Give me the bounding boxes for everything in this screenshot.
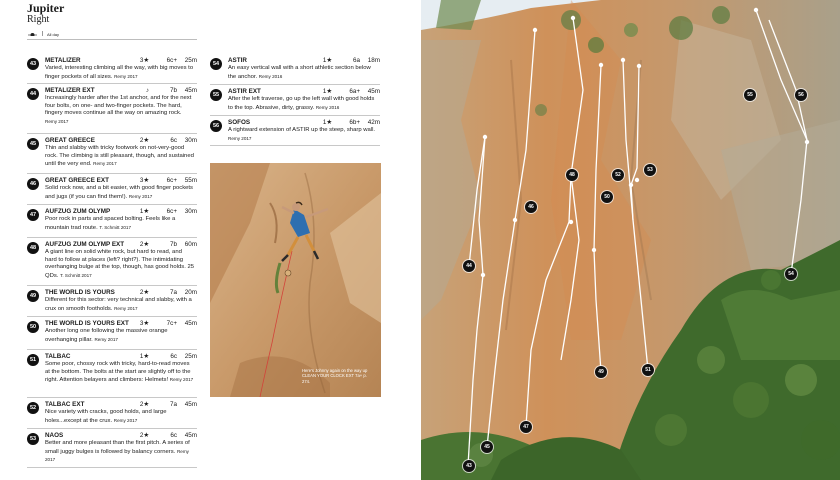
route-description-text: After the left traverse, go up the left wall with good holds to the top. Abrasive, dirty, grassy. bbox=[228, 96, 375, 111]
route-stars: 2★ bbox=[139, 401, 149, 408]
route-first-ascent: Remy 2017 bbox=[93, 161, 117, 167]
route-first-ascent: Remy 2017 bbox=[169, 377, 194, 383]
route-stars: 1★ bbox=[139, 208, 149, 215]
divider bbox=[27, 237, 197, 238]
sun-label: All day bbox=[47, 32, 60, 37]
cliff-topo-image bbox=[421, 0, 840, 480]
divider bbox=[27, 204, 197, 205]
route-description bbox=[45, 95, 195, 126]
divider bbox=[27, 83, 197, 84]
divider bbox=[27, 173, 197, 174]
route-description bbox=[45, 297, 195, 313]
route-description-text: Poor rock in parts and spaced bolting. Feels like a mountain trad route. bbox=[45, 216, 176, 231]
route-entry bbox=[27, 352, 197, 398]
route-length: 45m bbox=[184, 320, 197, 327]
route-first-ascent: T. Schmitt 2017 bbox=[60, 272, 92, 278]
divider bbox=[210, 115, 380, 116]
route-length: 25m bbox=[184, 57, 197, 64]
route-first-ascent: Remy 2017 bbox=[114, 73, 138, 79]
route-description bbox=[228, 96, 378, 112]
route-grade: 6a bbox=[352, 57, 360, 64]
route-entry bbox=[27, 319, 197, 350]
route-header bbox=[45, 400, 197, 409]
route-entry bbox=[210, 56, 380, 85]
divider bbox=[27, 467, 197, 468]
sun-icon bbox=[27, 31, 38, 37]
route-description bbox=[45, 185, 195, 201]
sector-title: Jupiter bbox=[27, 1, 65, 15]
route-description-text: Nice variety with cracks, good holds, and large holes...except at the crux. bbox=[45, 409, 167, 424]
sun-exposure bbox=[27, 31, 197, 37]
route-header bbox=[45, 176, 197, 185]
route-header bbox=[45, 240, 197, 249]
route-first-ascent: Remy 2017 bbox=[113, 417, 138, 423]
topo-marker-48: 48 bbox=[566, 169, 578, 181]
sector-subtitle: Right bbox=[27, 14, 50, 25]
route-grade: 6c+ bbox=[166, 177, 177, 184]
route-length: 45m bbox=[184, 401, 197, 408]
route-description bbox=[45, 65, 195, 81]
route-grade: 6c bbox=[170, 353, 177, 360]
route-description-text: Different for this sector: very technical and slabby, with a crux on smooth footholds. bbox=[45, 297, 192, 312]
route-name: AUFZUG ZUM OLYMP bbox=[45, 208, 111, 215]
route-grade: 7b bbox=[169, 87, 177, 94]
divider bbox=[210, 84, 380, 85]
topo-marker-43: 43 bbox=[463, 460, 475, 472]
route-stars: 2★ bbox=[139, 432, 149, 439]
photo-caption: Here's Johnny again on the way up CLEAN YOUR CLOCK EXT 7a+ p. 274. bbox=[302, 368, 368, 384]
route-name: SOFOS bbox=[228, 119, 251, 126]
route-entry bbox=[27, 136, 197, 174]
route-first-ascent: Remy 2017 bbox=[228, 135, 252, 141]
route-grade: 6c+ bbox=[166, 57, 177, 64]
route-number-badge: 56 bbox=[210, 120, 222, 132]
route-name: GREAT GREECE EXT bbox=[45, 177, 109, 184]
route-description-text: Thin and slabby with tricky footwork on not-very-good rock. The climbing is still pleasant, though, and sustained until the very end. bbox=[45, 145, 194, 168]
route-stars: 2★ bbox=[139, 241, 149, 248]
topo-marker-47: 47 bbox=[520, 421, 532, 433]
route-first-ascent: Remy 2017 bbox=[45, 448, 189, 463]
route-length: 55m bbox=[184, 177, 197, 184]
route-number-badge: 44 bbox=[27, 88, 39, 100]
divider bbox=[210, 145, 380, 146]
route-number-badge: 48 bbox=[27, 242, 39, 254]
route-grade: 7c+ bbox=[166, 320, 177, 327]
topo-marker-51: 51 bbox=[642, 364, 654, 376]
route-header bbox=[45, 86, 197, 95]
route-first-ascent: Remy 2017 bbox=[94, 336, 118, 342]
route-header bbox=[45, 431, 197, 440]
route-description bbox=[45, 145, 195, 169]
topo-marker-52: 52 bbox=[612, 169, 624, 181]
route-length: 42m bbox=[367, 119, 380, 126]
route-grade: 6c bbox=[170, 432, 177, 439]
route-grade: 7b bbox=[169, 241, 177, 248]
route-description bbox=[45, 216, 195, 232]
route-number-badge: 54 bbox=[210, 58, 222, 70]
divider bbox=[27, 397, 197, 398]
route-grade: 6c+ bbox=[166, 208, 177, 215]
route-name: GREAT GREECE bbox=[45, 137, 95, 144]
route-number-badge: 50 bbox=[27, 321, 39, 333]
climber-photo bbox=[210, 163, 381, 397]
route-description-text: Solid rock now, and a bit easier, with good finger pockets and jugs (if you can find them!). bbox=[45, 185, 194, 200]
route-description-text: Varied, interesting climbing all the way, with big moves to finger pockets of all sizes. bbox=[45, 65, 194, 80]
route-name: TALBAC EXT bbox=[45, 401, 85, 408]
route-header bbox=[45, 319, 197, 328]
topo-marker-56: 56 bbox=[795, 89, 807, 101]
route-number-badge: 53 bbox=[27, 433, 39, 445]
route-header bbox=[228, 118, 380, 127]
divider bbox=[27, 133, 197, 134]
route-header bbox=[45, 288, 197, 297]
route-description-text: Another long one following the massive orange overhanging pillar. bbox=[45, 328, 168, 343]
route-description bbox=[45, 249, 195, 280]
route-header bbox=[45, 136, 197, 145]
route-length: 30m bbox=[184, 208, 197, 215]
route-length: 45m bbox=[184, 87, 197, 94]
route-number-badge: 47 bbox=[27, 209, 39, 221]
route-grade: 6b+ bbox=[349, 119, 360, 126]
route-name: METALIZER EXT bbox=[45, 87, 95, 94]
divider bbox=[27, 428, 197, 429]
topo-marker-54: 54 bbox=[785, 268, 797, 280]
route-name: THE WORLD IS YOURS bbox=[45, 289, 115, 296]
route-header bbox=[228, 87, 380, 96]
route-length: 60m bbox=[184, 241, 197, 248]
route-name: NAOS bbox=[45, 432, 64, 439]
route-description-text: Better and more pleasant than the first pitch. A series of small juggy bulges is followed by balancy corners. bbox=[45, 440, 190, 455]
divider bbox=[27, 316, 197, 317]
route-description-text: Increasingly harder after the 1st anchor, and for the next four bolts, on one- and two-finger pockets. The hard, fingery moves continue all the way on amazing rock. bbox=[45, 95, 192, 117]
route-number-badge: 46 bbox=[27, 178, 39, 190]
route-name: ASTIR EXT bbox=[228, 88, 261, 95]
route-first-ascent: Remy 2017 bbox=[45, 118, 69, 124]
route-first-ascent: Remy 2016 bbox=[315, 104, 340, 110]
topo-marker-46: 46 bbox=[525, 201, 537, 213]
guidebook-left-page bbox=[0, 0, 410, 480]
divider bbox=[27, 39, 197, 40]
route-entry bbox=[27, 400, 197, 429]
route-name: METALIZER bbox=[45, 57, 81, 64]
route-entry bbox=[27, 288, 197, 317]
route-stars: 1★ bbox=[139, 353, 149, 360]
topo-marker-45: 45 bbox=[481, 441, 493, 453]
route-entry bbox=[27, 207, 197, 238]
route-stars: 2★ bbox=[139, 137, 149, 144]
route-stars: ♪ bbox=[145, 87, 149, 94]
route-description bbox=[228, 127, 378, 143]
route-name: THE WORLD IS YOURS EXT bbox=[45, 320, 129, 327]
route-header bbox=[228, 56, 380, 65]
route-grade: 6a+ bbox=[349, 88, 360, 95]
route-name: ASTIR bbox=[228, 57, 247, 64]
topo-marker-44: 44 bbox=[463, 260, 475, 272]
route-length: 20m bbox=[184, 289, 197, 296]
topo-photo bbox=[421, 0, 840, 480]
route-grade: 7a bbox=[169, 289, 177, 296]
route-number-badge: 49 bbox=[27, 290, 39, 302]
route-stars: 3★ bbox=[139, 320, 149, 327]
route-stars: 1★ bbox=[322, 57, 332, 64]
route-entry bbox=[27, 240, 197, 286]
route-description bbox=[228, 65, 378, 81]
divider bbox=[27, 285, 197, 286]
route-entry bbox=[210, 118, 380, 146]
route-entry bbox=[27, 56, 197, 84]
route-description bbox=[45, 361, 195, 385]
route-entry bbox=[27, 431, 197, 468]
divider bbox=[27, 349, 197, 350]
route-grade: 7a bbox=[169, 401, 177, 408]
topo-marker-49: 49 bbox=[595, 366, 607, 378]
topo-marker-55: 55 bbox=[744, 89, 756, 101]
route-entry bbox=[210, 87, 380, 116]
route-first-ascent: Remy 2017 bbox=[128, 193, 153, 199]
route-description-text: A rightward extension of ASTIR up the steep, sharp wall. bbox=[228, 127, 376, 133]
route-header bbox=[45, 207, 197, 216]
route-stars: 1★ bbox=[322, 88, 332, 95]
route-length: 25m bbox=[184, 353, 197, 360]
route-first-ascent: Remy 2017 bbox=[114, 305, 138, 311]
route-length: 45m bbox=[367, 88, 380, 95]
route-description bbox=[45, 440, 195, 465]
route-description-text: Some poor, chossy rock with tricky, hard-to-read moves at the bottom. The bolts at the start are slightly off to the right. Attention belayers and climbers: Helmets! bbox=[45, 361, 191, 384]
route-length: 30m bbox=[184, 137, 197, 144]
topo-marker-53: 53 bbox=[644, 164, 656, 176]
route-stars: 2★ bbox=[139, 289, 149, 296]
route-description-text: An easy vertical wall with a short athletic section below the anchor. bbox=[228, 65, 371, 80]
route-length: 18m bbox=[367, 57, 380, 64]
route-first-ascent: Remy 2016 bbox=[258, 73, 283, 79]
route-stars: 3★ bbox=[139, 57, 149, 64]
route-header bbox=[45, 56, 197, 65]
route-number-badge: 43 bbox=[27, 58, 39, 70]
route-stars: 3★ bbox=[139, 177, 149, 184]
route-number-badge: 51 bbox=[27, 354, 39, 366]
route-description-text: A giant line on solid white rock, but hard to read, and hard to follow at places (left? right?). The intimidating overhanging bulge at the top, though, has good holds. 25 QDs. bbox=[45, 249, 195, 279]
route-header bbox=[45, 352, 197, 361]
route-grade: 6c bbox=[170, 137, 177, 144]
route-entry bbox=[27, 176, 197, 205]
route-name: TALBAC bbox=[45, 353, 71, 360]
route-first-ascent: T. Schmitt 2017 bbox=[99, 224, 132, 230]
route-number-badge: 55 bbox=[210, 89, 222, 101]
route-stars: 1★ bbox=[322, 119, 332, 126]
route-number-badge: 45 bbox=[27, 138, 39, 150]
route-length: 45m bbox=[184, 432, 197, 439]
route-number-badge: 52 bbox=[27, 402, 39, 414]
route-name: AUFZUG ZUM OLYMP EXT bbox=[45, 241, 125, 248]
route-description bbox=[45, 328, 195, 344]
route-entry bbox=[27, 86, 197, 134]
topo-marker-50: 50 bbox=[601, 191, 613, 203]
route-description bbox=[45, 409, 195, 425]
